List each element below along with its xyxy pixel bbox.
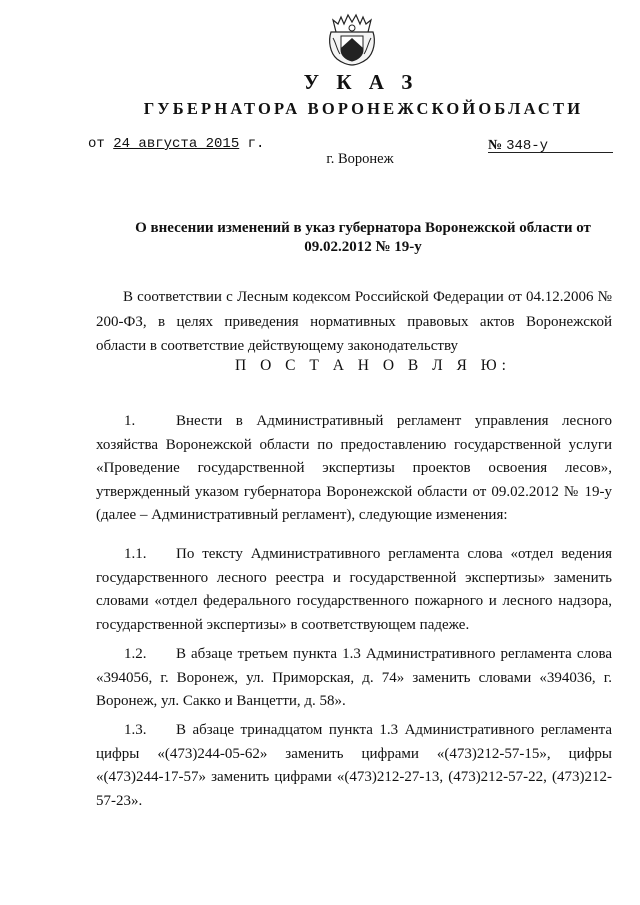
- clause-number: 1.: [124, 413, 136, 429]
- clause-1-3: [96, 719, 612, 813]
- city-line: г. Воронеж: [326, 151, 394, 167]
- clause-1-2: [96, 643, 612, 714]
- issuer-title: ГУБЕРНАТОРА ВОРОНЕЖСКОЙОБЛАСТИ: [143, 99, 584, 118]
- clause-text: В абзаце тринадцатом пункта 1.3 Административного регламента цифры «(473)244-05-62» заменить цифрами «(473)212-57-15», цифры «(473)244-17-57» заменить цифрами «(473)212-27-13, (473)212-57-22, (473)212-57-23».: [96, 722, 612, 809]
- date-value: 24 августа 2015: [113, 136, 240, 152]
- clause-number: 1.2.: [124, 646, 147, 662]
- date-line: [88, 136, 264, 152]
- decree-heading: П О С Т А Н О В Л Я Ю:: [235, 357, 511, 374]
- clause-1-1: [96, 543, 612, 637]
- document-type-title: У К А З: [303, 70, 419, 94]
- clause-text: По тексту Административного регламента слова «отдел ведения государственного лесного реестра и государственной экспертизы» заменить словами «отдел федерального государственного пожарного и лесного надзора, государственной экспертизы» в соответствующем падеже.: [96, 546, 612, 633]
- preamble-paragraph: [96, 285, 612, 359]
- clause-text: Внести в Административный регламент управления лесного хозяйства Воронежской области по предоставлению государственной услуги «Проведение государственной экспертизы проектов освоения лесов», утвержденный указом губернатора Воронежской области от 09.02.2012 № 19-у (далее – Административный регламент), следующие изменения:: [96, 413, 612, 524]
- date-suffix: г.: [247, 136, 265, 152]
- number-value: 348-у: [506, 138, 549, 154]
- coat-of-arms-emblem: [327, 8, 377, 66]
- clause-text: В абзаце третьем пункта 1.3 Административного регламента слова «394056, г. Воронеж, ул. Приморская, д. 74» заменить словами «394036, г. Воронеж, ул. Сакко и Ванцетти, д. 58».: [96, 646, 612, 710]
- number-label: №: [488, 138, 503, 153]
- clause-number: 1.3.: [124, 722, 147, 738]
- clause-number: 1.1.: [124, 546, 147, 562]
- document-subject: О внесении изменений в указ губернатора Воронежской области от 09.02.2012 № 19-у: [135, 220, 591, 255]
- preamble-text: В соответствии с Лесным кодексом Российской Федерации от 04.12.2006 № 200-ФЗ, в целях приведения нормативных правовых актов Воронежской области в соответствие действующему законодательству: [96, 289, 612, 354]
- date-prefix: от: [88, 136, 105, 152]
- clause-1: [96, 410, 612, 528]
